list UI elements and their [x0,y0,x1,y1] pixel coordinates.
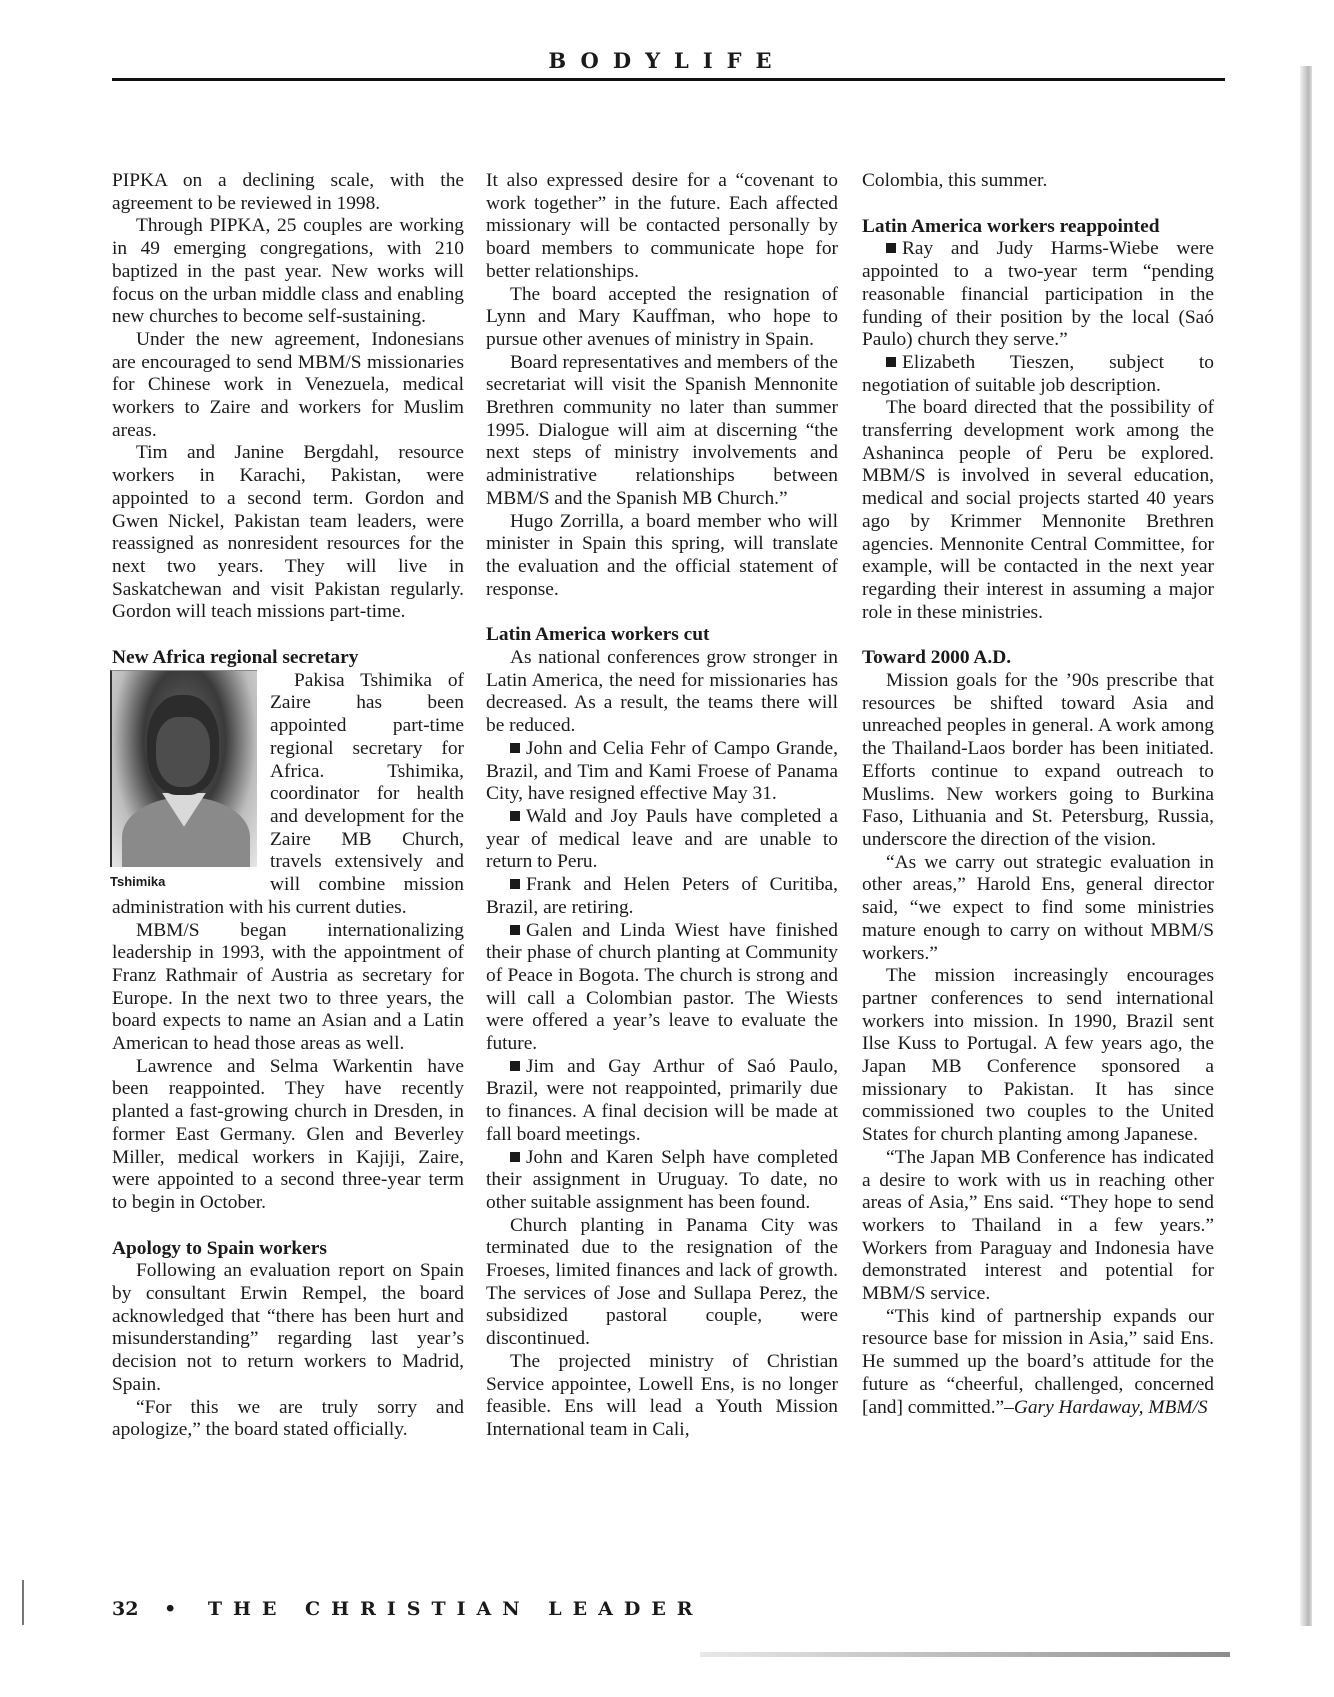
subheading-toward-2000: Toward 2000 A.D. [862,647,1012,669]
bullet-text: Ray and Judy Harms-Wiebe were appointed to a two-year term “pending reasonable financial participation in the funding of their position by the local (Saó Paulo) church they serve.” [862,238,1214,351]
paragraph: Church planting in Panama City was terminated due to the resignation of the Froeses, limited finances and lack of growth. The services of Jose and Sullapa Perez, the subsidized pastoral couple, were discontinued. [486,1214,838,1350]
page-footer [112,1598,704,1620]
paragraph: It also expressed desire for a “covenant to work together” in the future. Each affected missionary will be contacted personally by board members to communicate hope for better relationships. [486,170,838,282]
paragraph: “The Japan MB Conference has indicated a desire to work with us in reaching other areas of Asia,” Ens said. “They hope to send workers to Thailand in a few years.” Workers from Paraguay and Indonesia have demonstrated interest and potential for MBM/S service. [862,1146,1214,1305]
paragraph: Following an evaluation report on Spain by consultant Erwin Rempel, the board acknowledged that “there has been hurt and misunderstanding” regarding last year’s decision not to return workers to Madrid, Spain. [112,1260,464,1395]
paragraph: The mission increasingly encourages partner conferences to send international workers into mission. In 1990, Brazil sent Ilse Kuss to Portugal. A few years ago, the Japan MB Conference sponsored a missionary to Pakistan. It has since commissioned two couples to the United States for church planting among Japanese. [862,965,1214,1146]
subheading-new-africa: New Africa regional secretary [112,647,359,669]
header-rule [112,78,1225,81]
publication-name: THE CHRISTIAN LEADER [207,1598,704,1620]
footer-shadow-rule [700,1652,1230,1657]
bullet-item [862,352,1214,397]
bullet-icon [510,879,520,889]
bullet-item [486,1056,838,1147]
bullet-icon [510,1152,520,1162]
footer-separator: • [164,1598,177,1620]
paragraph: Board representatives and members of the secretariat will visit the Spanish Mennonite Brethren community no later than summer 1995. Dialogue will aim at discerning “the next steps of ministry involvements and administrative relationships between MBM/S and the Spanish MB Church.” [486,351,838,509]
column-1 [112,170,464,1442]
bullet-item [486,738,838,806]
photo-caption: Tshimika [110,873,166,889]
paragraph: Pakisa Tshimika of Zaire has been appointed part-time regional secretary for Africa. Tshimika, coordinator for health and development for the Zaire MB Church, travels extensively and will combine mission administration with his current duties. [112,669,464,918]
paragraph: Tim and Janine Bergdahl, resource workers in Karachi, Pakistan, were appointed to a second term. Gordon and Gwen Nickel, Pakistan team leaders, were reassigned as nonresident resources for the next two years. They will live in Saskatchewan and visit Pakistan regularly. Gordon will teach missions part-time. [112,442,464,623]
bullet-item [486,874,838,919]
bullet-icon [510,1061,520,1071]
paragraph: Hugo Zorrilla, a board member who will minister in Spain this spring, will translate the evaluation and the official statement of response. [486,510,838,600]
column-3 [862,170,1214,1419]
bullet-icon [886,243,896,253]
paragraph: Colombia, this summer. [862,170,1048,191]
subheading-latin-america-cut: Latin America workers cut [486,624,710,646]
paragraph: As national conferences grow stronger in Latin America, the need for missionaries has decreased. As a result, the teams there will be reduced. [486,647,838,737]
margin-mark [22,1580,24,1625]
paragraph: The board directed that the possibility of transferring development work among the Ashaninca people of Peru be explored. MBM/S is involved in several education, medical and social projects started 40 years ago by Krimmer Mennonite Brethren agencies. Mennonite Central Committee, for example, will be contacted in the next year regarding their interest in assuming a major role in these ministries. [862,397,1214,623]
subheading-latin-america-reappointed: Latin America workers reappointed [862,215,1160,237]
author-signature: –Gary Hardaway, MBM/S [1004,1396,1208,1418]
bullet-text: Wald and Joy Pauls have completed a year of medical leave and are unable to return to Peru. [486,805,838,873]
bullet-text: Galen and Linda Wiest have finished their phase of church planting at Community of Peace in Bogota. The church is strong and will call a Colombian pastor. The Wiests were offered a year’s leave to evaluate the future. [486,919,838,1055]
subheading-apology-spain: Apology to Spain workers [112,1237,327,1259]
bullet-item [862,238,1214,352]
paragraph: “As we carry out strategic evaluation in other areas,” Harold Ens, general director said, “we expect to find some ministries mature enough to carry on without MBM/S workers.” [862,851,1214,964]
paragraph: “For this we are truly sorry and apologize,” the board stated officially. [112,1396,464,1441]
bullet-item [486,920,838,1056]
paragraph: Through PIPKA, 25 couples are working in 49 emerging congregations, with 210 baptized in the past year. New works will focus on the urban middle class and enabling new churches to become self-sustaining. [112,215,464,328]
paragraph: Under the new agreement, Indonesians are encouraged to send MBM/S missionaries for Chinese work in Venezuela, medical workers to Zaire and workers for Muslim areas. [112,328,464,441]
section-header: BODYLIFE [548,48,786,73]
paragraph: PIPKA on a declining scale, with the agreement to be reviewed in 1998. [112,170,464,214]
paragraph: Mission goals for the ’90s prescribe that resources be shifted toward Asia and unreached peoples in general. A work among the Thailand-Laos border has been initiated. Efforts continue to expand outreach to Muslims. New workers going to Burkina Faso, Lithuania and St. Petersburg, Russia, underscore the direction of the vision. [862,670,1214,850]
page-edge-shadow [1300,66,1312,1626]
bullet-text: Jim and Gay Arthur of Saó Paulo, Brazil, were not reappointed, primarily due to finances. A final decision will be made at fall board meetings. [486,1055,838,1145]
column-2 [486,170,838,1442]
bullet-text: John and Celia Fehr of Campo Grande, Brazil, and Tim and Kami Froese of Panama City, have resigned effective May 31. [486,737,838,805]
bullet-text: Elizabeth Tieszen, subject to negotiation of suitable job description. [862,351,1214,396]
paragraph: The projected ministry of Christian Service appointee, Lowell Ens, is no longer feasible. Ens will lead a Youth Mission International team in Cali, [486,1350,838,1440]
portrait-photo [110,670,257,867]
bullet-icon [510,811,520,821]
photo-figure [110,670,260,894]
bullet-text: Frank and Helen Peters of Curitiba, Brazil, are retiring. [486,874,838,918]
paragraph: MBM/S began internationalizing leadership in 1993, with the appointment of Franz Rathmair of Austria as secretary for Europe. In the next two to three years, the board expects to name an Asian and a Latin American to head those areas as well. [112,919,464,1055]
page-number: 32 [112,1598,139,1620]
bullet-item [486,1147,838,1215]
bullet-icon [886,357,896,367]
paragraph: The board accepted the resignation of Lynn and Mary Kauffman, who hope to pursue other avenues of ministry in Spain. [486,283,838,350]
paragraph [862,1306,1214,1420]
paragraph: Lawrence and Selma Warkentin have been reappointed. They have recently planted a fast-growing church in Dresden, in former East Germany. Glen and Beverley Miller, medical workers in Kajiji, Zaire, were appointed to a second three-year term to begin in October. [112,1055,464,1213]
bullet-text: John and Karen Selph have completed their assignment in Uruguay. To date, no other suitable assignment has been found. [486,1146,838,1213]
bullet-icon [510,743,520,753]
paragraph-text: “This kind of partnership expands our resource base for mission in Asia,” said Ens. He summed up the board’s attitude for the future as “cheerful, challenged, concerned [and] committed.” [862,1305,1214,1418]
bullet-item [486,806,838,874]
bullet-icon [510,925,520,935]
